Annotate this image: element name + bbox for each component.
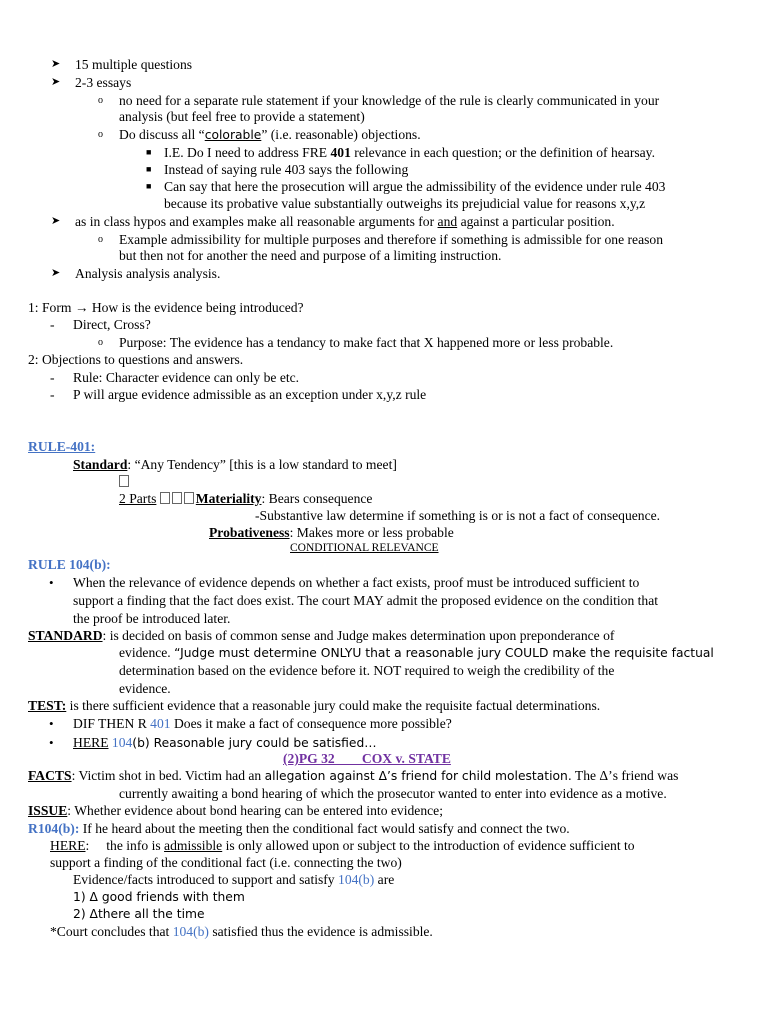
dot-bullet-icon: • bbox=[49, 716, 54, 731]
case-heading[interactable]: (2)PG 32 COX v. STATE bbox=[283, 751, 451, 766]
standard-line-continued: determination based on the evidence before it. NOT required to weigh the credibility of the bbox=[119, 663, 615, 678]
list-item: 2) Δthere all the time bbox=[73, 907, 205, 921]
placeholder-box-icon bbox=[184, 492, 194, 504]
list-item: 2-3 essays bbox=[75, 75, 132, 90]
dash-bullet: - bbox=[50, 387, 55, 402]
here-line: HERE: the info is admissible is only allowed upon or subject to the introduction of evidence sufficient to bbox=[50, 838, 635, 853]
facts-line: FACTS: Victim shot in bed. Victim had an allegation against Δ’s friend for child molestation. The Δ’s friend was bbox=[28, 768, 679, 783]
arrow-bullet-icon: ➤ bbox=[51, 58, 61, 70]
list-item: Direct, Cross? bbox=[73, 317, 151, 332]
probativeness-line: Probativeness: Makes more or less probable bbox=[209, 525, 454, 540]
circle-bullet-icon: o bbox=[98, 95, 103, 106]
placeholder-box-icon bbox=[160, 492, 170, 504]
issue-line: ISSUE: Whether evidence about bond hearing can be entered into evidence; bbox=[28, 803, 443, 818]
list-item: no need for a separate rule statement if your knowledge of the rule is clearly communicated in your bbox=[119, 93, 660, 108]
list-item-continued: because its probative value substantially outweighs its prejudicial value for reasons x,y,z bbox=[164, 196, 646, 211]
arrow-bullet-icon: ➤ bbox=[51, 267, 61, 279]
test-line: TEST: is there sufficient evidence that a reasonable jury could make the requisite factual determinations. bbox=[28, 698, 601, 713]
list-item: Do discuss all “colorable” (i.e. reasonable) objections. bbox=[119, 127, 421, 142]
facts-line-continued: currently awaiting a bond hearing of which the prosecutor wanted to enter into evidence as a motive. bbox=[119, 786, 667, 801]
list-item: Instead of saying rule 403 says the following bbox=[164, 162, 409, 177]
standard-line-continued: evidence. bbox=[119, 681, 171, 696]
arrow-bullet-icon: ➤ bbox=[51, 215, 61, 227]
list-item: When the relevance of evidence depends on whether a fact exists, proof must be introduced sufficient to bbox=[73, 575, 640, 590]
standard-line-continued: evidence. “Judge must determine ONLYU that a reasonable jury COULD make the requisite factual bbox=[119, 645, 714, 660]
list-item: Purpose: The evidence has a tendancy to make fact that X happened more or less probable. bbox=[119, 335, 614, 350]
placeholder-box-icon bbox=[172, 492, 182, 504]
list-item: Example admissibility for multiple purposes and therefore if something is admissible for one reason bbox=[119, 232, 664, 247]
rule-104b-heading[interactable]: RULE 104(b): bbox=[28, 557, 111, 572]
r104b-line: R104(b): If he heard about the meeting then the conditional fact would satisfy and connect the two. bbox=[28, 821, 570, 836]
objections-line: 2: Objections to questions and answers. bbox=[28, 352, 244, 367]
square-bullet-icon: ■ bbox=[146, 164, 152, 174]
materiality-line: 2 Parts Materiality: Bears consequence bbox=[119, 491, 373, 506]
right-arrow-icon: → bbox=[74, 300, 89, 315]
standard-line: Standard: “Any Tendency” [this is a low standard to meet] bbox=[73, 457, 397, 472]
list-item-continued: but then not for another the need and purpose of a limiting instruction. bbox=[119, 248, 502, 263]
substantive-line: -Substantive law determine if something is or is not a fact of consequence. bbox=[255, 508, 661, 523]
list-item-continued: support a finding that the fact does exist. The court MAY admit the proposed evidence on the condition that bbox=[73, 593, 659, 608]
dot-bullet-icon: • bbox=[49, 575, 54, 590]
square-bullet-icon: ■ bbox=[146, 181, 152, 191]
here-line-continued: support a finding of the conditional fact (i.e. connecting the two) bbox=[50, 855, 402, 870]
list-item: I.E. Do I need to address FRE 401 relevance in each question; or the definition of hearsay. bbox=[164, 145, 655, 160]
circle-bullet-icon: o bbox=[98, 129, 103, 140]
rule-401-heading[interactable]: RULE-401: bbox=[28, 439, 96, 454]
dot-bullet-icon: • bbox=[49, 735, 54, 750]
list-item-continued: the proof be introduced later. bbox=[73, 611, 231, 626]
form-line: 1: Form → How is the evidence being introduced? bbox=[28, 300, 304, 315]
court-conclusion: *Court concludes that 104(b) satisfied thus the evidence is admissible. bbox=[50, 924, 433, 939]
dash-bullet: - bbox=[50, 370, 55, 385]
list-item-continued: analysis (but feel free to provide a statement) bbox=[119, 109, 365, 124]
list-item: HERE 104(b) Reasonable jury could be satisfied… bbox=[73, 735, 377, 750]
conditional-relevance-heading: CONDITIONAL RELEVANCE bbox=[290, 542, 439, 554]
dash-bullet: - bbox=[50, 317, 55, 332]
list-item: as in class hypos and examples make all reasonable arguments for and against a particular position. bbox=[75, 214, 615, 229]
list-item: 1) Δ good friends with them bbox=[73, 890, 245, 904]
list-item: 15 multiple questions bbox=[75, 57, 193, 72]
evidence-line: Evidence/facts introduced to support and satisfy 104(b) are bbox=[73, 872, 395, 887]
standard-line: STANDARD: is decided on basis of common sense and Judge makes determination upon preponderance of bbox=[28, 628, 615, 643]
list-item: Analysis analysis analysis. bbox=[75, 266, 221, 281]
list-item: DIF THEN R 401 Does it make a fact of consequence more possible? bbox=[73, 716, 452, 731]
arrow-bullet-icon: ➤ bbox=[51, 76, 61, 88]
circle-bullet-icon: o bbox=[98, 234, 103, 245]
placeholder-box-icon bbox=[119, 473, 131, 490]
list-item: P will argue evidence admissible as an exception under x,y,z rule bbox=[73, 387, 427, 402]
list-item: Can say that here the prosecution will argue the admissibility of the evidence under rule 403 bbox=[164, 179, 666, 194]
square-bullet-icon: ■ bbox=[146, 147, 152, 157]
circle-bullet-icon: o bbox=[98, 337, 103, 348]
list-item: Rule: Character evidence can only be etc. bbox=[73, 370, 300, 385]
